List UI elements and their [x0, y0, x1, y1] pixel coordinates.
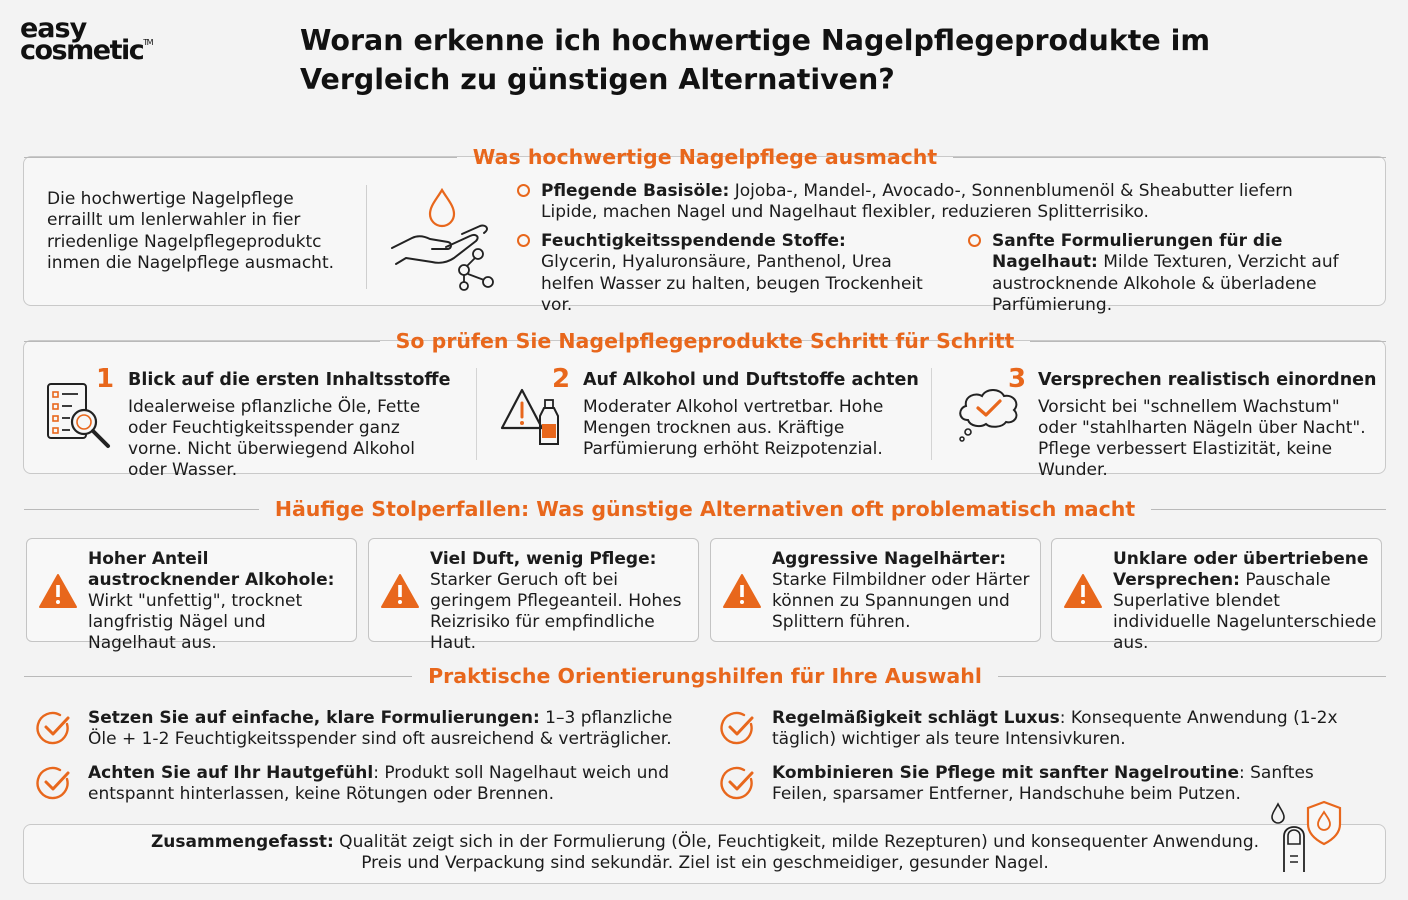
- step-2-number: 2: [552, 364, 571, 394]
- pitfall-text: Hoher Anteil austrocknender Alkohole: Wirkt "unfettig", trocknet langfristig Nägel und Nagelhaut aus.: [88, 549, 335, 654]
- summary-text: Zusammengefasst: Qualität zeigt sich in der Formulierung (Öle, Feuchtigkeit, milde Rezepturen) und konsequenter Anwendung. Preis und Verpackung sind sekundär. Ziel ist ein geschmeidiger, gesunder Nagel.: [150, 832, 1260, 874]
- pitfall-card-fragrance: [368, 538, 699, 654]
- step-3-text: Vorsicht bei "schnellem Wachstum" oder "stahlharten Nägeln über Nacht". Pflege verbessert Elastizität, keine Wunder.: [1038, 397, 1366, 481]
- warning-icon: [722, 573, 762, 609]
- tip-simple-formulas: Setzen Sie auf einfache, klare Formulierungen: 1–3 pflanzliche Öle + 1-2 Feuchtigkeitsspender sind oft ausreichend & verträglicher.: [88, 708, 698, 750]
- step-1-title: Blick auf die ersten Inhaltsstoffe: [128, 370, 451, 390]
- pitfall-text: Unklare oder übertriebene Versprechen: Pauschale Superlative blendet individuelle Nagelunterschiede aus.: [1113, 549, 1377, 654]
- divider: [931, 368, 932, 460]
- hand-drop-molecule-icon: [388, 186, 498, 294]
- section-quality-heading: Was hochwertige Nagelpflege ausmacht: [24, 143, 1386, 171]
- warning-icon: [380, 573, 420, 609]
- nail-drop-shield-icon: [1262, 796, 1362, 876]
- pitfall-text: Aggressive Nagelhärter: Starke Filmbildner oder Härter können zu Spannungen und Splittern führen.: [772, 549, 1030, 633]
- step-2-text: Moderater Alkohol vertretbar. Hohe Mengen trocknen aus. Kräftige Parfümierung erhöht Reizpotenzial.: [583, 397, 884, 460]
- warning-bottle-icon: [498, 386, 568, 448]
- tip-skin-feel: Achten Sie auf Ihr Hautgefühl: Produkt soll Nagelhaut weich und entspannt hinterlassen, keine Rötungen oder Brennen.: [88, 763, 698, 805]
- step-1-text: Idealerweise pflanzliche Öle, Fette oder Feuchtigkeitsspender ganz vorne. Nicht überwiegend Alkohol oder Wasser.: [128, 397, 421, 481]
- bullet-circle-icon: [517, 234, 530, 247]
- tip-nail-routine: Kombinieren Sie Pflege mit sanfter Nagelroutine: Sanftes Feilen, sparsamer Entferner, Handschuhe beim Putzen.: [772, 763, 1332, 805]
- section-tips-heading: Praktische Orientierungshilfen für Ihre Auswahl: [24, 662, 1386, 690]
- brand-line1: easy: [20, 13, 87, 44]
- section-steps-heading: So prüfen Sie Nagelpflegeprodukte Schritt für Schritt: [24, 327, 1386, 355]
- pitfall-card-promises: [1051, 538, 1382, 654]
- step-3-title: Versprechen realistisch einordnen: [1038, 370, 1377, 390]
- brand-logo: [20, 13, 153, 67]
- bullet-circle-icon: [517, 184, 530, 197]
- bullet-gentle: Sanfte Formulierungen für die Nagelhaut: Milde Texturen, Verzicht auf austrocknende Alkohole & überladene Parfümierung.: [992, 231, 1367, 316]
- pitfall-card-alcohol: [26, 538, 357, 654]
- step-3-number: 3: [1008, 364, 1027, 394]
- warning-icon: [1063, 573, 1103, 609]
- tip-regularity: Regelmäßigkeit schlägt Luxus: Konsequente Anwendung (1-2x täglich) wichtiger als teure Intensivkuren.: [772, 708, 1372, 750]
- bullet-moisture: Feuchtigkeitsspendende Stoffe: Glycerin, Hyaluronsäure, Panthenol, Urea helfen Wasser zu halten, beugen Trockenheit vor.: [541, 231, 926, 316]
- brand-line2: cosmetic: [20, 35, 144, 67]
- divider: [366, 185, 367, 289]
- pitfall-text: Viel Duft, wenig Pflege: Starker Geruch oft bei geringem Pflegeanteil. Hohes Reizrisiko für empfindliche Haut.: [430, 549, 682, 654]
- divider: [476, 368, 477, 460]
- bullet-base-oils: Pflegende Basisöle: Jojoba-, Mandel-, Avocado-, Sonnenblumenöl & Sheabutter liefern Lipide, machen Nagel und Nagelhaut flexibler, reduzieren Splitterrisiko.: [541, 181, 1321, 224]
- section-pitfalls-heading: Häufige Stolperfallen: Was günstige Alternativen oft problematisch macht: [24, 495, 1386, 523]
- step-1-number: 1: [96, 364, 115, 394]
- page-title: Woran erkenne ich hochwertige Nagelpflegeprodukte im Vergleich zu günstigen Alternativen?: [300, 24, 1211, 96]
- section-quality-intro: Die hochwertige Nagelpflege erraillt um lenlerwahler in fier rriedenlige Nagelpflegeproduktc inmen die Nagelpflege ausmacht.: [47, 189, 335, 273]
- brand-tm: TM: [143, 38, 153, 48]
- bullet-circle-icon: [968, 234, 981, 247]
- warning-icon: [38, 573, 78, 609]
- check-circle-icon: [720, 765, 756, 801]
- check-circle-icon: [720, 710, 756, 746]
- step-2-title: Auf Alkohol und Duftstoffe achten: [583, 370, 919, 390]
- check-circle-icon: [36, 765, 72, 801]
- pitfall-card-hardener: [710, 538, 1041, 642]
- check-circle-icon: [36, 710, 72, 746]
